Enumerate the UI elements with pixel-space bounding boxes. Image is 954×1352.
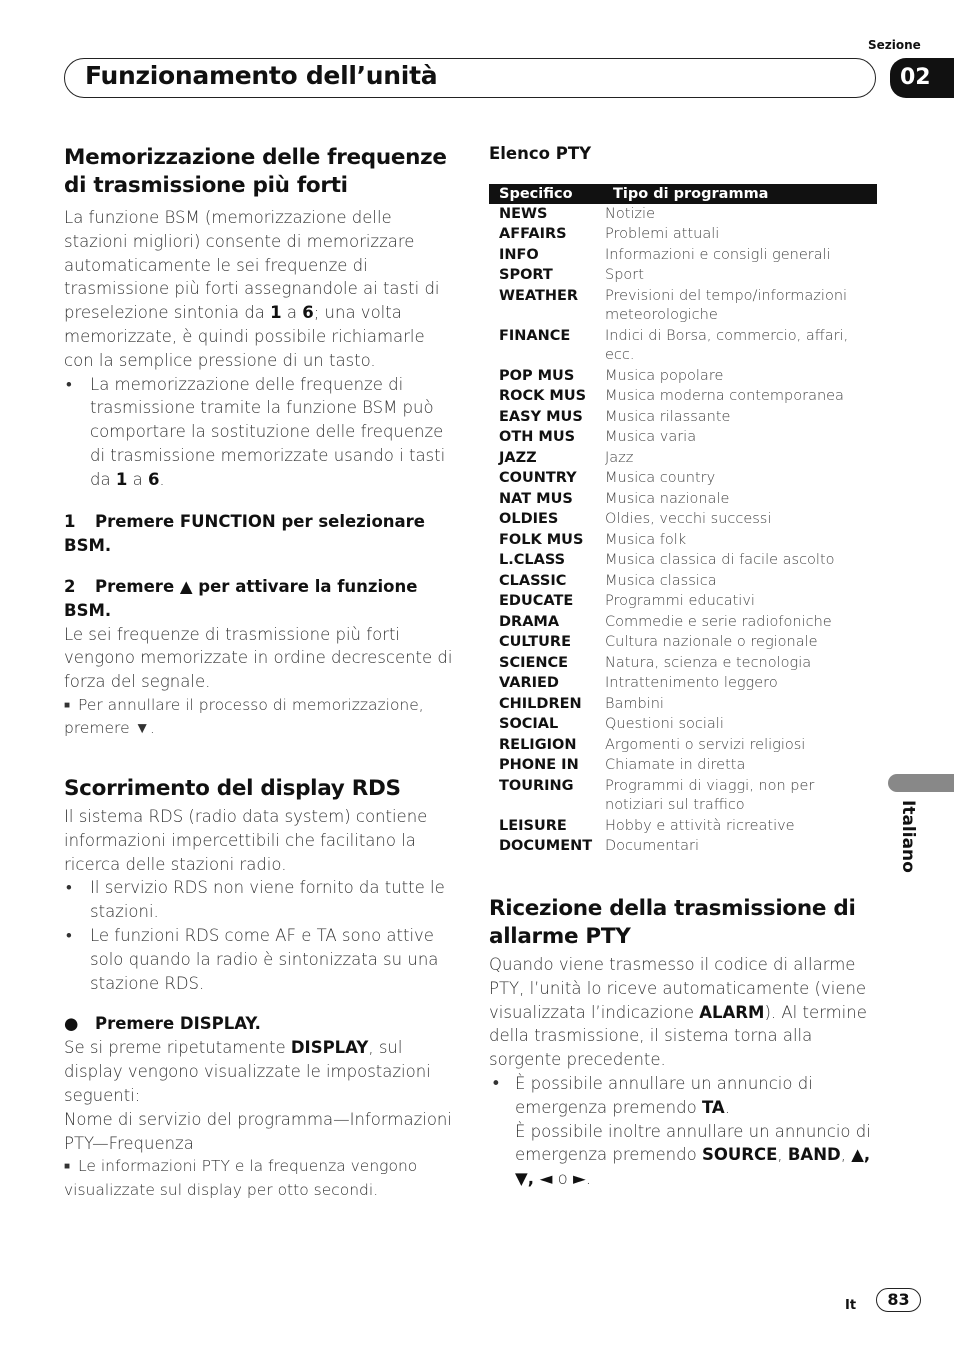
table-row <box>489 571 877 592</box>
rds-bullet-1: • Il servizio RDS non viene fornito da tutte le stazioni. <box>64 876 454 924</box>
pty-code: AFFAIRS <box>499 226 567 242</box>
pty-code: CULTURE <box>499 634 571 650</box>
pty-description: Cultura nazionale o regionale <box>605 634 818 650</box>
rds-step: ● Premere DISPLAY. <box>64 1012 454 1036</box>
pty-code: DOCUMENT <box>499 838 593 854</box>
pty-description: Musica varia <box>605 429 697 445</box>
bsm-note: ■ Per annullare il processo di memorizzazione, premere ▼. <box>64 695 424 738</box>
pty-code: JAZZ <box>499 449 537 466</box>
pty-description: Musica folk <box>605 531 687 548</box>
pty-description: Chiamate in diretta <box>605 757 746 773</box>
pty-code: EASY MUS <box>499 408 583 425</box>
table-row <box>489 633 877 654</box>
table-row <box>489 448 877 469</box>
pty-description: Informazioni e consigli generali <box>605 246 831 263</box>
pty-code: LEISURE <box>499 817 567 834</box>
table-row <box>489 674 877 695</box>
pty-code: INFO <box>499 246 539 263</box>
pty-code: SCIENCE <box>499 654 569 671</box>
language-code: It <box>845 1298 857 1313</box>
table-row <box>489 735 877 756</box>
page-title: Funzionamento dell’unità <box>85 61 438 90</box>
bsm-heading: Memorizzazione delle frequenze di trasmissione più forti <box>64 145 447 198</box>
pty-description: Musica nazionale <box>605 490 730 507</box>
bsm-step-1: 1 Premere FUNCTION per selezionare BSM. <box>64 511 425 555</box>
table-row <box>489 551 877 572</box>
pty-table <box>489 184 877 857</box>
pty-description: Commedie e serie radiofoniche <box>605 613 832 630</box>
rds-note: ■ Le informazioni PTY e la frequenza vengono visualizzate sul display per otto secondi. <box>64 1157 418 1199</box>
pty-code: EDUCATE <box>499 593 574 609</box>
header-bar <box>64 58 876 98</box>
alarm-heading: Ricezione della trasmissione di allarme PTY <box>489 896 856 949</box>
pty-description: Questioni sociali <box>605 716 724 732</box>
pty-code: WEATHER <box>499 287 579 304</box>
pty-description: Musica popolare <box>605 367 724 384</box>
pty-code: CLASSIC <box>499 572 567 589</box>
pty-code: PHONE IN <box>499 757 579 773</box>
table-row <box>489 245 877 266</box>
table-row <box>489 469 877 490</box>
table-row <box>489 715 877 736</box>
note-square-icon: ■ <box>64 699 71 711</box>
rds-body-1: Se si preme ripetutamente DISPLAY, sul display vengono visualizzate le impostazioni seguenti: <box>64 1038 431 1105</box>
table-row <box>489 530 877 551</box>
table-row <box>489 387 877 408</box>
rds-heading: Scorrimento del display RDS <box>64 775 401 801</box>
pty-description: Previsioni del tempo/informazioni meteorologiche <box>605 287 848 323</box>
bsm-step-2: 2 Premere ▲ per attivare la funzione BSM. <box>64 576 418 620</box>
table-row <box>489 286 877 326</box>
rds-intro: Il sistema RDS (radio data system) contiene informazioni impercettibili che facilitano la ricerca delle stazioni radio. <box>64 806 428 874</box>
pty-code: VARIED <box>499 675 559 691</box>
table-row <box>489 756 877 777</box>
col-specific-header: Specifico <box>489 184 605 204</box>
pty-description: Musica classica di facile ascolto <box>605 552 835 568</box>
table-row <box>489 204 877 225</box>
pty-description: Problemi attuali <box>605 226 720 242</box>
step-dot-icon: ● <box>64 1014 79 1034</box>
pty-description: Argomenti o servizi religiosi <box>605 736 806 753</box>
alarm-body: Quando viene trasmesso il codice di allarme PTY, l’unità lo riceve automaticamente (viene visualizzata l’indicazione ALARM). Al termine della trasmissione, il sistema torna alla sorgente precedente. <box>489 955 867 1070</box>
section-number-badge: 02 <box>890 58 954 98</box>
pty-description: Sport <box>605 267 644 283</box>
pty-code: DRAMA <box>499 613 560 630</box>
pty-description: Musica moderna contemporanea <box>605 388 844 404</box>
pty-description: Bambini <box>605 695 664 712</box>
pty-code: POP MUS <box>499 367 575 384</box>
table-row <box>489 694 877 715</box>
table-row <box>489 592 877 613</box>
pty-code: NAT MUS <box>499 490 573 507</box>
pty-description: Intrattenimento leggero <box>605 675 778 691</box>
table-row <box>489 225 877 246</box>
pty-description: Jazz <box>605 449 634 466</box>
table-row <box>489 489 877 510</box>
section-label: Sezione <box>868 38 921 52</box>
pty-description: Indici di Borsa, commercio, affari, ecc. <box>605 327 849 363</box>
table-row <box>489 428 877 449</box>
bsm-step-2-body: Le sei frequenze di trasmissione più forti vengono memorizzate in ordine decrescente di forza del segnale. <box>64 624 453 692</box>
table-row <box>489 366 877 387</box>
alarm-bullet <box>489 1072 877 1191</box>
col-type-header: Tipo di programma <box>605 184 877 204</box>
pty-code: ROCK MUS <box>499 388 587 404</box>
pty-code: OTH MUS <box>499 429 576 445</box>
table-row <box>489 653 877 674</box>
pty-code: COUNTRY <box>499 470 577 486</box>
pty-description: Programmi di viaggi, non per notiziari sul traffico <box>605 777 815 813</box>
rds-body-2: Nome di servizio del programma—Informazioni PTY—Frequenza <box>64 1109 452 1153</box>
pty-description: Hobby e attività ricreative <box>605 817 795 834</box>
pty-table-header <box>489 184 877 204</box>
right-column <box>489 140 877 1191</box>
pty-code: TOURING <box>499 777 574 794</box>
pty-description: Natura, scienza e tecnologia <box>605 654 812 671</box>
pty-code: FINANCE <box>499 327 571 344</box>
pty-description: Musica rilassante <box>605 408 731 425</box>
pty-code: L.CLASS <box>499 552 566 568</box>
pty-code: RELIGION <box>499 736 577 753</box>
pty-description: Notizie <box>605 205 655 222</box>
pty-table-body <box>489 204 877 857</box>
language-label: Italiano <box>898 800 918 873</box>
pty-description: Programmi educativi <box>605 593 755 609</box>
table-row <box>489 612 877 633</box>
alarm-bullet-line-2: È possibile inoltre annullare un annuncio di emergenza premendo SOURCE, BAND, ▲, ▼, ◄ o ►. <box>515 1121 871 1189</box>
bsm-bullet: • La memorizzazione delle frequenze di trasmissione tramite la funzione BSM può comportare la sostituzione delle frequenze di trasmissione memorizzate usando i tasti da 1 a 6. <box>64 373 454 492</box>
pty-code: FOLK MUS <box>499 531 584 548</box>
bsm-intro: La funzione BSM (memorizzazione delle stazioni migliori) consente di memorizzare automaticamente le sei frequenze di trasmissione più forti assegnandole ai tasti di preselezione sintonia da 1 a 6; una volta memorizzate, è quindi possibile richiamarle con la semplice pressione di un tasto. <box>64 208 440 370</box>
table-row <box>489 816 877 837</box>
table-row <box>489 837 877 858</box>
language-tab <box>888 774 954 792</box>
rds-bullet-2: • Le funzioni RDS come AF e TA sono attive solo quando la radio è sintonizzata su una stazione RDS. <box>64 924 454 995</box>
table-row <box>489 407 877 428</box>
pty-description: Musica country <box>605 470 716 486</box>
pty-description: Musica classica <box>605 572 717 589</box>
pty-code: SPORT <box>499 267 553 283</box>
pty-list-heading: Elenco PTY <box>489 144 592 163</box>
page-number: 83 <box>876 1288 921 1312</box>
table-row <box>489 266 877 287</box>
pty-code: SOCIAL <box>499 716 559 732</box>
table-row <box>489 776 877 816</box>
pty-code: NEWS <box>499 205 548 222</box>
alarm-bullet-line-1: • È possibile annullare un annuncio di emergenza premendo TA. <box>515 1073 813 1117</box>
note-square-icon: ■ <box>64 1161 71 1173</box>
pty-code: OLDIES <box>499 511 559 527</box>
pty-description: Oldies, vecchi successi <box>605 511 772 527</box>
table-row <box>489 510 877 531</box>
pty-description: Documentari <box>605 838 699 854</box>
pty-code: CHILDREN <box>499 695 582 712</box>
left-column <box>64 140 454 1202</box>
table-row <box>489 326 877 366</box>
